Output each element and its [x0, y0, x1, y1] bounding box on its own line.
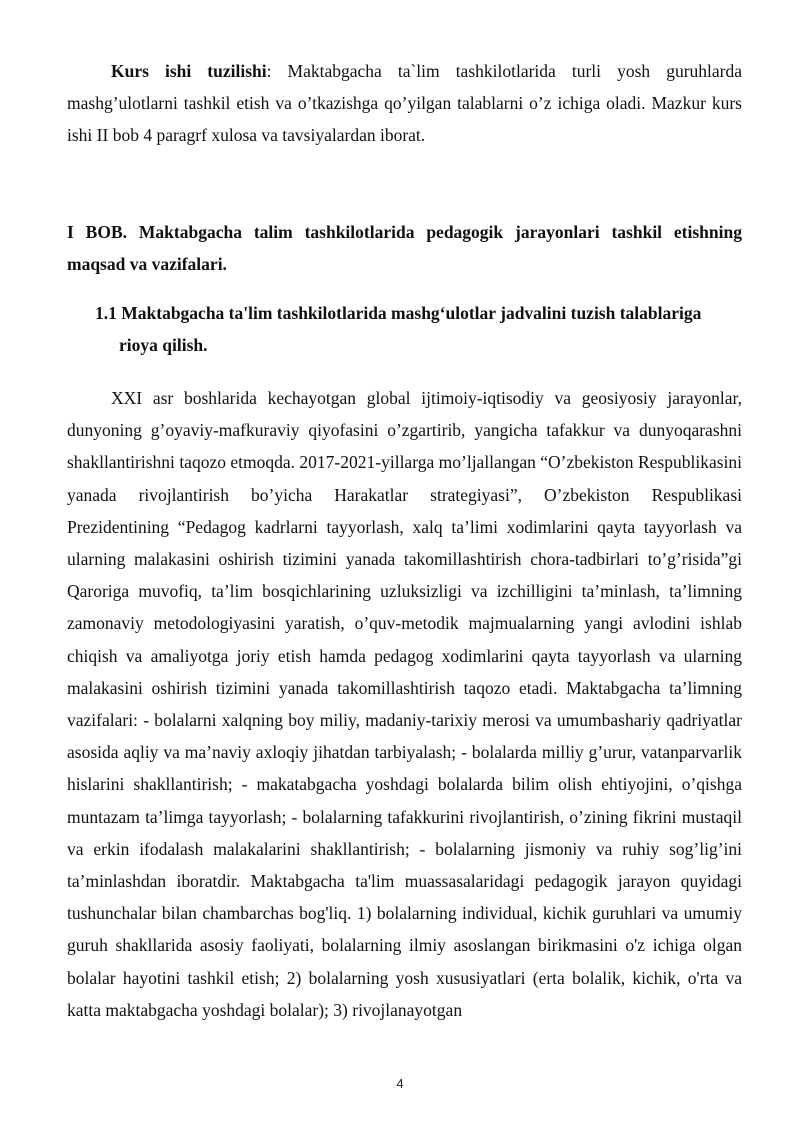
intro-paragraph	[67, 55, 742, 152]
body-paragraph: XXI asr boshlarida kechayotgan global ijtimoiy-iqtisodiy va geosiyosiy jarayonlar, dunyoning g’oyaviy-mafkuraviy qiyofasini o’zgartirib, yangicha tafakkur va dunyoqarashni shakllantirishni taqozo etmoqda. 2017-2021-yillarga mo’ljallangan “O’zbekiston Respublikasini yanada rivojlantirish bo’yicha Harakatlar strategiyasi”, O’zbekiston Respublikasi Prezidentining “Pedagog kadrlarni tayyorlash, xalq ta’limi xodimlarini qayta tayyorlash va ularning malakasini oshirish tizimini yanada takomillashtirish chora-tadbirlari to’g’risida”gi Qaroriga muvofiq, ta’lim bosqichlarining uzluksizligi va izchilligini ta’minlash, ta’limning zamonaviy metodologiyasini yaratish, o’quv-metodik majmualarning yangi avlodini ishlab chiqish va amaliyotga joriy etish hamda pedagog xodimlarini qayta tayyorlash va ularning malakasini oshirish tizimini yanada takomillashtirish taqozo etadi. Maktabgacha ta’limning vazifalari: - bolalarni xalqning boy miliy, madaniy-tarixiy merosi va umumbashariy qadriyatlar asosida aqliy va ma’naviy axloqiy jihatdan tarbiyalash; - bolalarda milliy g’urur, vatanparvarlik hislarini shakllantirish; - makatabgacha yoshdagi bolalarda bilim olish ehtiyojini, o’qishga muntazam ta’limga tayyorlash; - bolalarning tafakkurini rivojlantirish, o’zining fikrini mustaqil va erkin ifodalash malakalarini shakllantirish; - bolalarning jismoniy va ruhiy sog’lig’ini ta’minlashdan iboratdir. Maktabgacha ta'lim muassasalaridagi pedagogik jarayon quyidagi tushunchalar bilan chambarchas bog'liq. 1) bolalarning individual, kichik guruhlari va umumiy guruh shakllarida asosiy faoliyati, bolalarning ilmiy asoslangan birikmasini o'z ichiga olgan bolalar hayotini tashkil etish; 2) bolalarning yosh xususiyatlari (erta bolalik, kichik, o'rta va katta maktabgacha yoshdagi bolalar); 3) rivojlanayotgan	[67, 388, 742, 1020]
intro-label: Kurs ishi tuzilishi	[111, 61, 267, 81]
page-number: 4	[396, 1076, 404, 1091]
chapter-heading: I BOB. Maktabgacha talim tashkilotlarida pedagogik jarayonlari tashkil etishning maqsad va vazifalari.	[67, 222, 742, 275]
section-heading-line2: rioya qilish.	[119, 335, 208, 356]
section-heading	[95, 297, 745, 361]
intro-text: : Maktabgacha ta`lim tashkilotlarida turli yosh guruhlarda mashg’ulotlarni tashkil etish va o’tkazishga qo’yilgan talablarni o’z ichiga oladi. Mazkur kurs ishi II bob 4 paragrf xulosa va tavsiyalardan iborat.	[67, 61, 742, 146]
section-heading-line1: 1.1 Maktabgacha ta'lim tashkilotlarida mashg‘ulotlar jadvalini tuzish talablariga	[95, 303, 702, 323]
